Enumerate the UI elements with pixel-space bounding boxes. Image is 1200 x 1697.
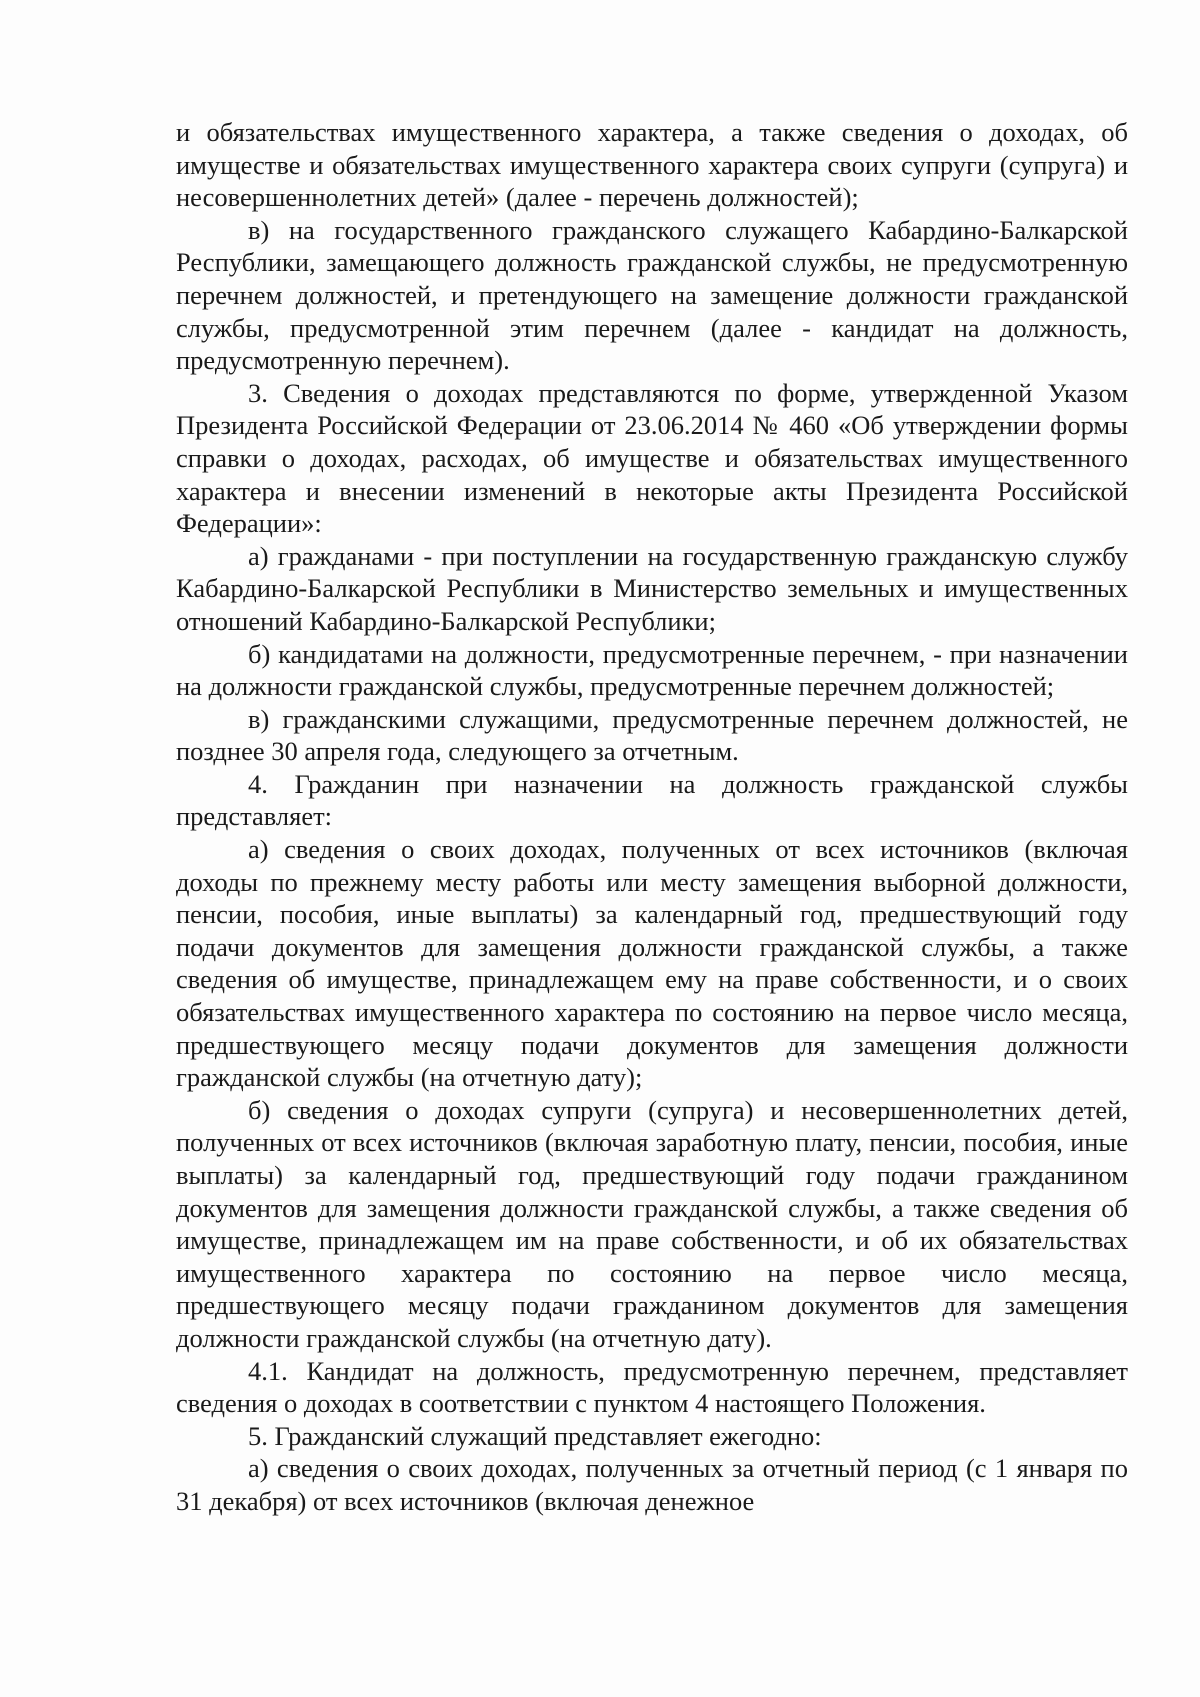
paragraph-item-3a: а) гражданами - при поступлении на государственную гражданскую службу Кабардино-Балкарской Республики в Министерство земельных и имущественных отношений Кабардино-Балкарской Республики; xyxy=(176,540,1128,636)
paragraph-section-4: 4. Гражданин при назначении на должность гражданской службы представляет: xyxy=(176,768,1128,832)
paragraph-item-5a: а) сведения о своих доходах, полученных за отчетный период (с 1 января по 31 декабря) от всех источников (включая денежное xyxy=(176,1453,1128,1516)
document-body xyxy=(176,116,1128,1518)
paragraph-item-4a: а) сведения о своих доходах, полученных от всех источников (включая доходы по прежнему месту работы или месту замещения выборной должности, пенсии, пособия, иные выплаты) за календарный год, предшествующий году подачи документов для замещения должности гражданской службы, а также сведения об имуществе, принадлежащем ему на праве собственности, и о своих обязательствах имущественного характера по состоянию на первое число месяца, предшествующего месяцу подачи документов для замещения должности гражданской службы (на отчетную дату); xyxy=(176,834,1128,1093)
paragraph-section-3: 3. Сведения о доходах представляются по форме, утвержденной Указом Президента Российской Федерации от 23.06.2014 № 460 «Об утверждении формы справки о доходах, расходах, об имуществе и обязательствах имущественного характера и внесении изменений в некоторые акты Президента Российской Федерации»: xyxy=(176,377,1128,539)
paragraph-item-3v: в) гражданскими служащими, предусмотренные перечнем должностей, не позднее 30 апреля года, следующего за отчетным. xyxy=(176,703,1128,767)
paragraph-continuation: и обязательствах имущественного характера, а также сведения о доходах, об имуществе и обязательствах имущественного характера своих супруги (супруга) и несовершеннолетних детей» (далее - перечень должностей); xyxy=(176,117,1128,213)
paragraph-item-3b: б) кандидатами на должности, предусмотренные перечнем, - при назначении на должности гражданской службы, предусмотренные перечнем должностей; xyxy=(176,638,1128,702)
paragraph-section-5: 5. Гражданский служащий представляет ежегодно: xyxy=(248,1420,822,1451)
paragraph-item-2v: в) на государственного гражданского служащего Кабардино-Балкарской Республики, замещающего должность гражданской службы, не предусмотренную перечнем должностей, и претендующего на замещение должности гражданской службы, предусмотренной этим перечнем (далее - кандидат на должность, предусмотренную перечнем). xyxy=(176,214,1128,376)
paragraph-item-4b: б) сведения о доходах супруги (супруга) и несовершеннолетних детей, полученных от всех источников (включая заработную плату, пенсии, пособия, иные выплаты) за календарный год, предшествующий году подачи гражданином документов для замещения должности гражданской службы, а также сведения об имуществе, принадлежащем им на праве собственности, и об их обязательствах имущественного характера по состоянию на первое число месяца, предшествующего месяцу подачи гражданином документов для замещения должности гражданской службы (на отчетную дату). xyxy=(176,1094,1128,1353)
paragraph-section-4-1: 4.1. Кандидат на должность, предусмотренную перечнем, представляет сведения о доходах в соответствии с пунктом 4 настоящего Положения. xyxy=(176,1355,1128,1419)
